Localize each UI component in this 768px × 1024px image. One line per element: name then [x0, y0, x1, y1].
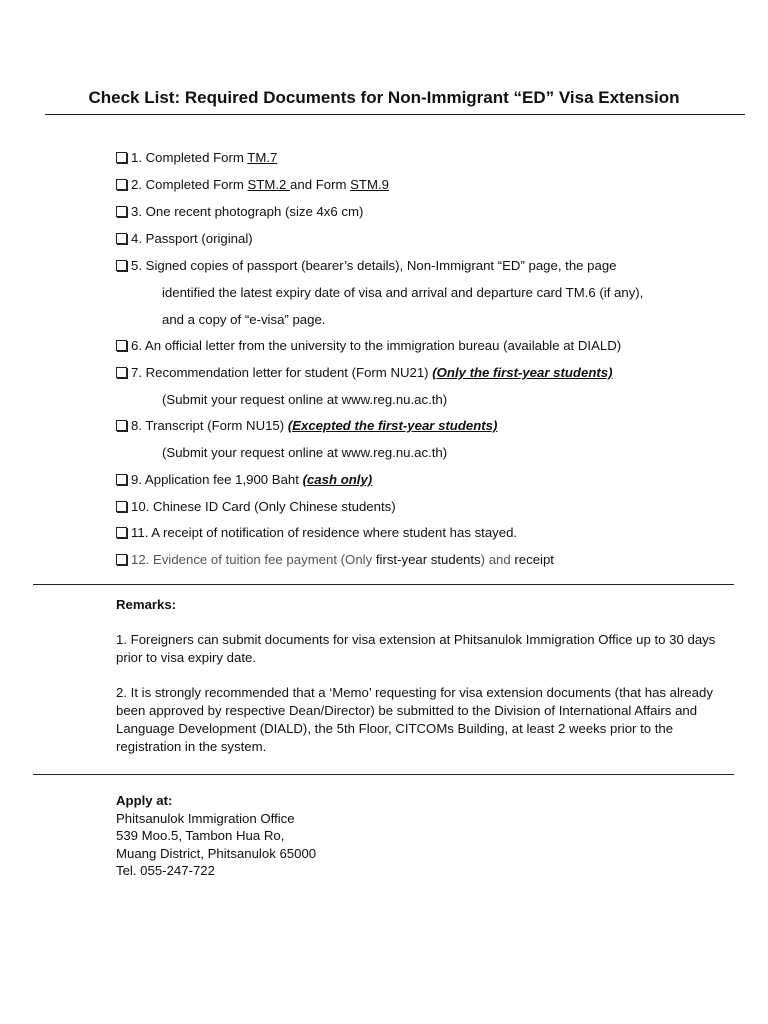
checkbox-icon[interactable]: [116, 152, 127, 163]
apply-section: [116, 792, 716, 880]
checklist-item-5[interactable]: 5. Signed copies of passport (bearer’s details), Non-Immigrant “ED” page, the page: [116, 258, 617, 273]
title-divider: [45, 114, 745, 115]
checkbox-icon[interactable]: [116, 206, 127, 217]
checklist-item-7-line-2: (Submit your request online at www.reg.nu.ac.th): [162, 392, 448, 407]
checkbox-icon[interactable]: [116, 179, 127, 190]
remarks-divider: [33, 774, 734, 775]
checkbox-icon[interactable]: [116, 527, 127, 538]
checklist-divider: [33, 584, 734, 585]
remarks-heading: Remarks:: [116, 597, 177, 612]
checklist-item-1[interactable]: 1. Completed Form TM.7: [116, 150, 277, 165]
office-name: Phitsanulok Immigration Office: [116, 810, 295, 826]
checkbox-icon[interactable]: [116, 233, 127, 244]
checklist-item-7[interactable]: 7. Recommendation letter for student (Form NU21) (Only the first-year students): [116, 365, 613, 380]
checklist-item-4[interactable]: 4. Passport (original): [116, 231, 253, 246]
checkbox-icon[interactable]: [116, 367, 127, 378]
item-8-note: (Excepted the first-year students): [287, 418, 498, 433]
item-9-note: (cash only): [302, 472, 373, 487]
form-stm2-link[interactable]: STM.2: [247, 177, 291, 192]
remark-1: 1. Foreigners can submit documents for visa extension at Phitsanulok Immigration Office up to 30 days prior to visa expiry date.: [116, 632, 716, 665]
item-7-note: (Only the first-year students): [432, 365, 613, 380]
checklist-item-12[interactable]: 12. Evidence of tuition fee payment (Only first-year students) and receipt: [116, 552, 554, 567]
checklist-item-5-line-2: identified the latest expiry date of visa and arrival and departure card TM.6 (if any),: [162, 285, 644, 300]
checklist-item-3[interactable]: 3. One recent photograph (size 4x6 cm): [116, 204, 363, 219]
checkbox-icon[interactable]: [116, 554, 127, 565]
remarks-section: [116, 596, 716, 756]
checklist-item-10[interactable]: 10. Chinese ID Card (Only Chinese students): [116, 499, 396, 514]
remark-2: 2. It is strongly recommended that a ‘Memo’ requesting for visa extension documents (that has already been approved by respective Dean/Director) be submitted to the Division of International Affairs and Language Development (DIALD), the 5th Floor, CITCOMs Building, at least 2 weeks prior to the registration in the system.: [116, 685, 713, 754]
checkbox-icon[interactable]: [116, 340, 127, 351]
office-phone: Tel. 055-247-722: [116, 863, 215, 878]
checklist-item-11[interactable]: 11. A receipt of notification of residence where student has stayed.: [116, 525, 517, 540]
checklist-item-8-line-2: (Submit your request online at www.reg.nu.ac.th): [162, 445, 448, 460]
checklist-item-6[interactable]: 6. An official letter from the university to the immigration bureau (available at DIALD): [116, 338, 621, 353]
checkbox-icon[interactable]: [116, 260, 127, 271]
apply-heading: Apply at:: [116, 793, 173, 808]
form-tm7-link[interactable]: TM.7: [247, 150, 278, 165]
page-title: Check List: Required Documents for Non-Immigrant “ED” Visa Extension: [88, 88, 680, 107]
office-address-line-1: 539 Moo.5, Tambon Hua Ro,: [116, 828, 285, 843]
checklist-item-5-line-3: and a copy of “e-visa” page.: [162, 312, 326, 327]
checklist-item-2[interactable]: 2. Completed Form STM.2 and Form STM.9: [116, 177, 389, 192]
office-address-line-2: Muang District, Phitsanulok 65000: [116, 845, 317, 861]
form-stm9-link[interactable]: STM.9: [350, 177, 389, 192]
checkbox-icon[interactable]: [116, 501, 127, 512]
checklist-item-9[interactable]: 9. Application fee 1,900 Baht (cash only): [116, 472, 372, 487]
checklist-item-8[interactable]: 8. Transcript (Form NU15) (Excepted the first-year students): [116, 418, 497, 433]
checkbox-icon[interactable]: [116, 420, 127, 431]
checkbox-icon[interactable]: [116, 474, 127, 485]
